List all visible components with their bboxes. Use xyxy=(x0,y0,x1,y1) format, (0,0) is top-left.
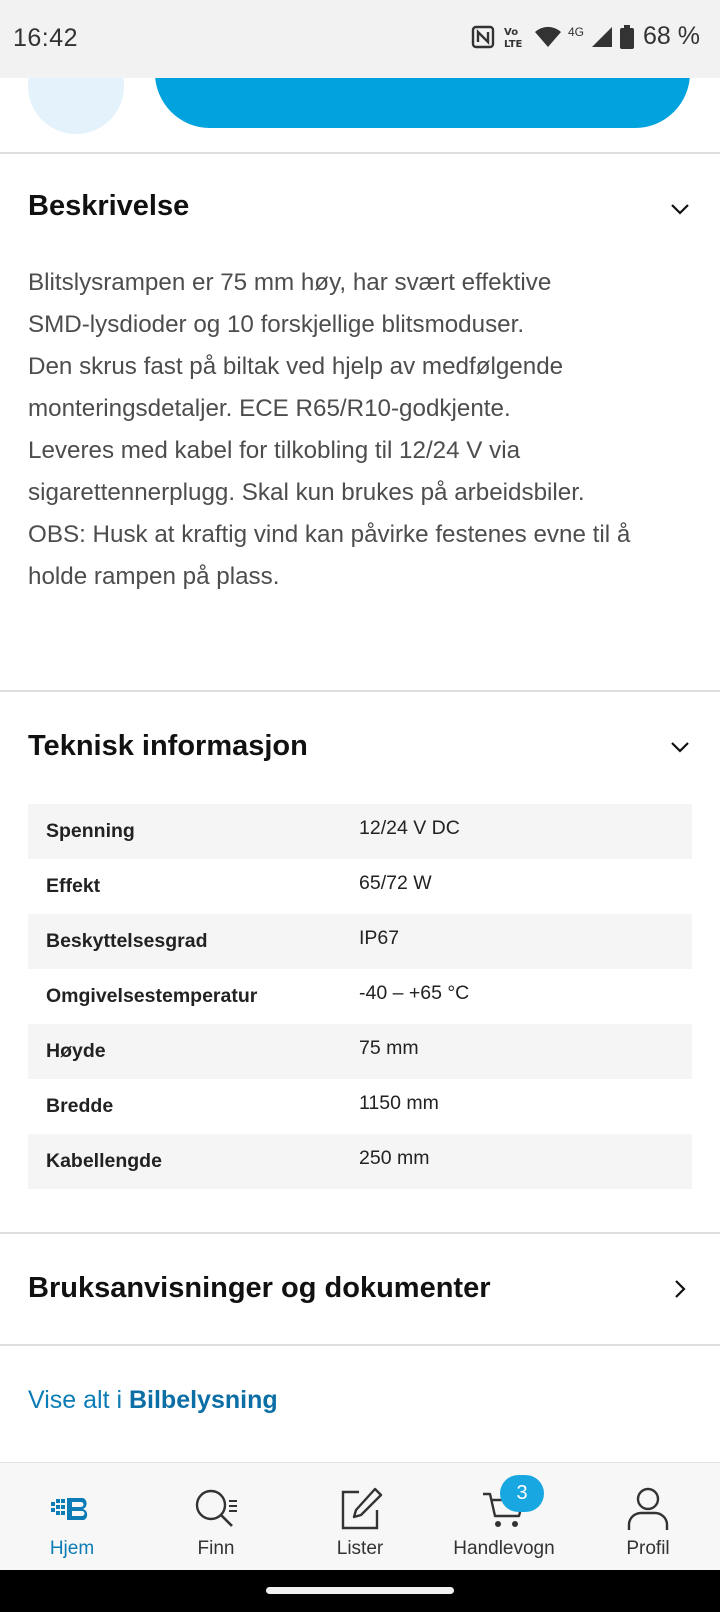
chevron-down-icon[interactable] xyxy=(670,199,690,219)
edit-list-icon xyxy=(337,1486,383,1532)
spec-row xyxy=(28,914,692,969)
spec-value: IP67 xyxy=(359,927,400,949)
spec-value: 75 mm xyxy=(359,1037,419,1059)
nav-label: Profil xyxy=(626,1538,670,1559)
nav-label: Handlevogn xyxy=(453,1538,555,1559)
spec-value: 250 mm xyxy=(359,1147,430,1169)
spec-row xyxy=(28,804,692,859)
svg-text:LTE: LTE xyxy=(504,38,523,50)
nav-item-profile[interactable] xyxy=(576,1463,720,1571)
system-gesture-bar xyxy=(0,1570,720,1612)
chevron-right-icon[interactable] xyxy=(670,1279,690,1299)
wifi-icon xyxy=(535,26,561,48)
cart-count-badge: 3 xyxy=(500,1475,544,1512)
scrolled-header-area xyxy=(0,78,720,154)
description-line: monteringsdetaljer. ECE R65/R10-godkjente. xyxy=(28,395,511,422)
spec-label: Kabellengde xyxy=(46,1150,162,1172)
spec-row xyxy=(28,859,692,914)
description-line: SMD-lysdioder og 10 forskjellige blitsmoduser. xyxy=(28,311,525,338)
search-icon xyxy=(193,1486,239,1532)
divider xyxy=(0,1232,720,1234)
description-line: Den skrus fast på biltak ved hjelp av medfølgende xyxy=(28,353,564,380)
signal-icon xyxy=(591,26,613,48)
description-title[interactable]: Beskrivelse xyxy=(28,190,190,222)
nav-label: Lister xyxy=(336,1538,384,1559)
spec-row xyxy=(28,1079,692,1134)
nav-label: Hjem xyxy=(49,1538,95,1559)
svg-text:Vo: Vo xyxy=(504,26,519,38)
home-gesture-handle[interactable] xyxy=(266,1587,454,1594)
spec-value: 65/72 W xyxy=(359,872,432,894)
spec-label: Beskyttelsesgrad xyxy=(46,930,208,952)
nav-item-cart[interactable] xyxy=(432,1463,576,1571)
spec-row xyxy=(28,1134,692,1189)
spec-row xyxy=(28,969,692,1024)
spec-label: Bredde xyxy=(46,1095,114,1117)
description-line: Leveres med kabel for tilkobling til 12/24 V via xyxy=(28,437,521,464)
battery-percent: 68 % xyxy=(643,22,700,50)
chevron-down-icon[interactable] xyxy=(670,737,690,757)
spec-label: Spenning xyxy=(46,820,135,842)
description-text xyxy=(28,262,693,598)
status-time: 16:42 xyxy=(13,24,79,52)
divider xyxy=(0,1344,720,1346)
battery-icon xyxy=(620,25,634,49)
round-action-button[interactable] xyxy=(28,78,124,134)
spec-row xyxy=(28,1024,692,1079)
spec-label: Omgivelsestemperatur xyxy=(46,985,258,1007)
divider xyxy=(0,690,720,692)
divider xyxy=(0,152,720,154)
profile-icon xyxy=(625,1486,671,1532)
description-line: sigarettennerplugg. Skal kun brukes på arbeidsbiler. xyxy=(28,479,585,506)
spec-value: 12/24 V DC xyxy=(359,817,460,839)
volte-icon xyxy=(502,24,528,50)
status-bar xyxy=(0,0,720,78)
spec-label: Høyde xyxy=(46,1040,106,1062)
nav-item-home[interactable] xyxy=(0,1463,144,1571)
description-line: OBS: Husk at kraftig vind kan påvirke festenes evne til å xyxy=(28,521,631,548)
nfc-icon xyxy=(471,25,495,49)
nav-label: Finn xyxy=(197,1538,235,1559)
see-all-category-link[interactable] xyxy=(28,1386,278,1415)
see-all-prefix: Vise alt i xyxy=(28,1386,129,1414)
spec-value: 1150 mm xyxy=(359,1092,439,1114)
bottom-navigation xyxy=(0,1462,720,1570)
primary-action-button[interactable] xyxy=(155,78,690,128)
spec-table xyxy=(28,804,692,1189)
tech-info-title[interactable]: Teknisk informasjon xyxy=(28,730,308,762)
description-line: Blitslysrampen er 75 mm høy, har svært effektive xyxy=(28,269,552,296)
description-line: holde rampen på plass. xyxy=(28,563,280,590)
see-all-category: Bilbelysning xyxy=(128,1386,278,1414)
documents-link[interactable]: Bruksanvisninger og dokumenter xyxy=(28,1272,491,1304)
nav-item-search[interactable] xyxy=(144,1463,288,1571)
network-type: 4G xyxy=(568,24,585,39)
status-icons xyxy=(471,22,700,51)
home-logo-icon xyxy=(49,1486,95,1532)
spec-value: -40 – +65 °C xyxy=(359,982,470,1004)
spec-label: Effekt xyxy=(46,875,101,897)
nav-item-lists[interactable] xyxy=(288,1463,432,1571)
